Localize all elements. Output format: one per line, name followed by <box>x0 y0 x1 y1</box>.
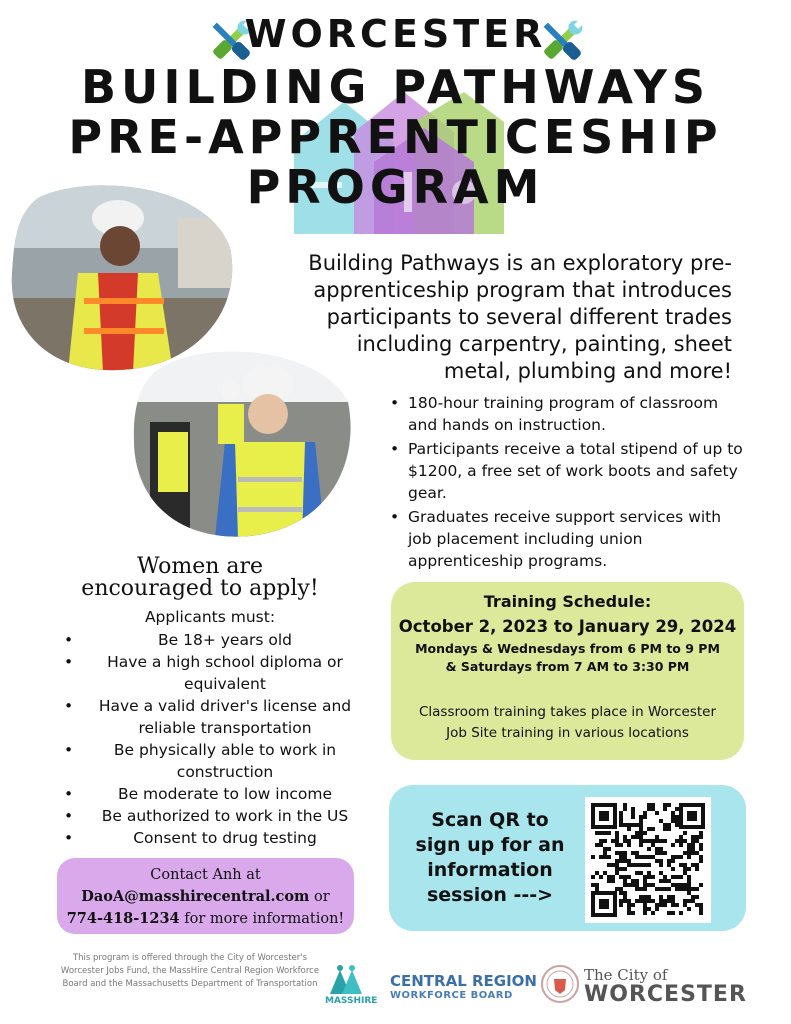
list-item: • Be physically able to work in construction <box>62 739 362 783</box>
masshire-wordmark: MASSHIRE <box>325 996 378 1006</box>
list-item: • Be moderate to low income <box>62 783 362 805</box>
intro-line: Building Pathways is an exploratory pre- <box>308 251 732 275</box>
list-item: • Participants receive a total stipend of up to $1200, a free set of work boots and safety gear. <box>386 438 746 504</box>
kicker-title: WORCESTER <box>244 12 547 56</box>
list-item: • Graduates receive support services with job placement including union apprenticeship programs. <box>386 506 746 572</box>
title-line-1: BUILDING PATHWAYS <box>80 60 711 114</box>
city-line-1: The City of <box>584 966 668 984</box>
program-highlights-list <box>386 392 746 574</box>
qr-line-3: information <box>427 859 553 881</box>
women-line-1: Women are <box>136 554 264 579</box>
qr-line-1: Scan QR to <box>431 809 549 831</box>
list-item: • Consent to drug testing <box>62 827 362 849</box>
intro-line: apprenticeship program that introduces <box>313 278 732 302</box>
list-item: • Have a valid driver's license and reliable transportation <box>62 695 362 739</box>
schedule-times-1: Mondays & Wednesdays from 6 PM to 9 PM <box>415 641 720 656</box>
intro-line: including carpentry, painting, sheet <box>356 332 732 356</box>
list-item: • Have a high school diploma or equivalent <box>62 651 362 695</box>
crwb-line-2: WORKFORCE BOARD <box>390 990 513 1001</box>
qr-instructions <box>400 808 580 908</box>
schedule-location-2: Job Site training in various locations <box>446 725 689 741</box>
list-item: • 180-hour training program of classroom and hands on instruction. <box>386 392 746 436</box>
contact-box <box>57 858 354 934</box>
funding-fine-print: This program is offered through the City of Worcester's Worcester Jobs Fund, the MassHire Central Region Workforce Board and the Massachusetts Department of Transportation <box>60 953 320 989</box>
title-line-2: PRE-APPRENTICESHIP <box>68 110 723 164</box>
city-seal-icon <box>540 964 580 1008</box>
contact-phone-link[interactable]: 774-418-1234 <box>66 910 180 927</box>
list-item: • Be 18+ years old <box>62 629 362 651</box>
requirements-list <box>62 629 362 849</box>
qr-line-2: sign up for an <box>415 834 565 856</box>
contact-or: or <box>309 889 330 905</box>
contact-suffix: for more information! <box>179 911 345 927</box>
contact-line-1: Contact Anh at <box>150 867 261 883</box>
crwb-line-1: CENTRAL REGION <box>390 972 537 990</box>
intro-paragraph <box>292 250 732 385</box>
women-encouraged-heading <box>60 556 340 600</box>
schedule-heading: Training Schedule: <box>483 592 652 611</box>
schedule-dates: October 2, 2023 to January 29, 2024 <box>398 617 737 636</box>
schedule-location-1: Classroom training takes place in Worcester <box>418 704 717 720</box>
list-item: • Be authorized to work in the US <box>62 805 362 827</box>
contact-email-link[interactable]: DaoA@masshirecentral.com <box>81 888 310 905</box>
city-line-2: WORCESTER <box>584 982 747 1007</box>
training-schedule-box <box>391 582 744 760</box>
requirements-title: Applicants must: <box>144 608 276 626</box>
intro-line: participants to several different trades <box>326 305 732 329</box>
title-line-3: PROGRAM <box>246 160 545 214</box>
schedule-times-2: & Saturdays from 7 AM to 3:30 PM <box>445 659 690 674</box>
qr-code-icon[interactable] <box>585 797 711 923</box>
women-line-2: encouraged to apply! <box>81 576 319 601</box>
qr-line-4: session ---> <box>426 884 554 906</box>
masshire-logo-icon <box>326 964 372 1000</box>
intro-line: metal, plumbing and more! <box>443 359 732 383</box>
